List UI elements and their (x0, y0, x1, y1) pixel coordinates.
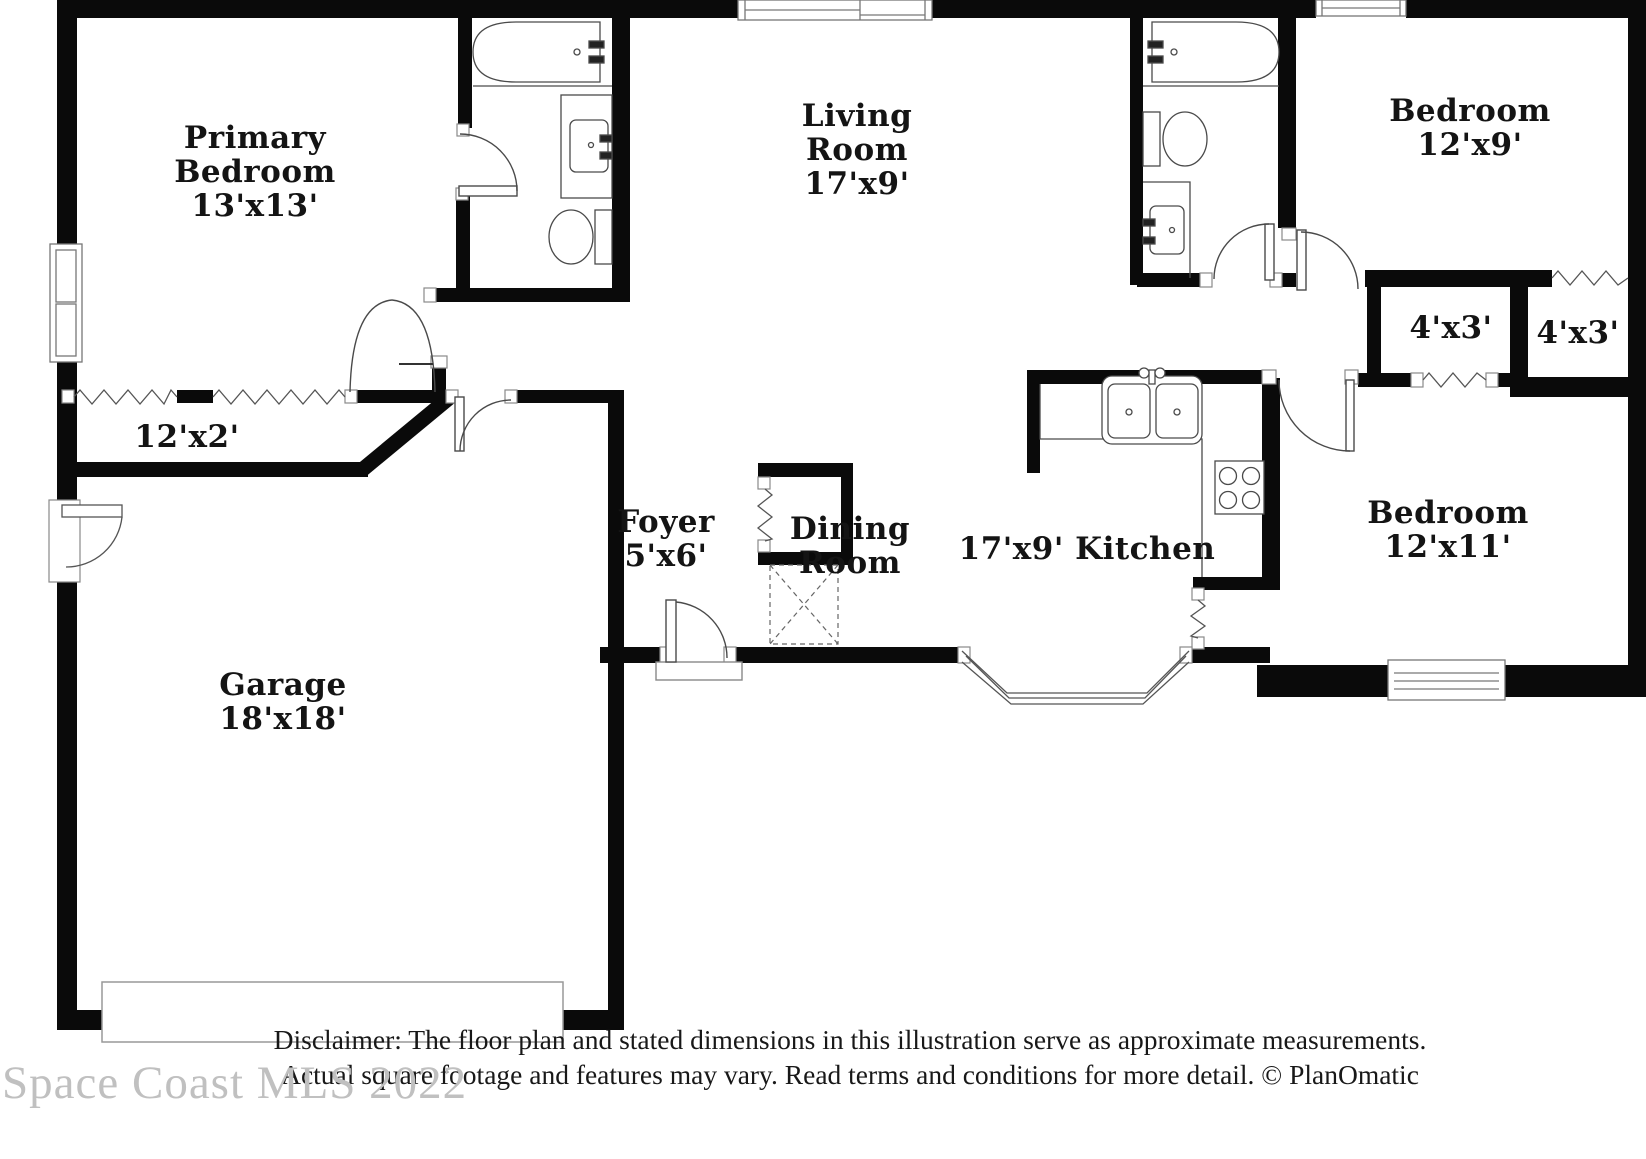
primary-bathroom-fixtures (473, 22, 612, 264)
label-line: 12'x2' (134, 419, 240, 455)
toilet (1143, 112, 1207, 166)
room-label-living-room (802, 99, 913, 201)
room-label-primary-bedroom (174, 121, 336, 223)
label-line: 4'x3' (1536, 315, 1620, 351)
disclaimer-line-2: Actual square footage and features may vary. Read terms and conditions for more detail. © PlanOmatic (281, 1059, 1419, 1090)
bedroom-12x9-window (1316, 0, 1406, 16)
primary-bedroom-door (350, 300, 435, 392)
label-line: Bedroom (174, 154, 336, 190)
garage-side-door (49, 500, 122, 582)
room-label-closet-4x3-right (1536, 316, 1619, 350)
label-line: 13'x13' (191, 188, 319, 224)
room-label-dining-room (790, 512, 910, 580)
label-line: 4'x3' (1409, 310, 1493, 346)
room-label-kitchen (959, 532, 1216, 566)
room-label-bedroom-12x9 (1389, 94, 1551, 162)
label-line: Dining (789, 511, 911, 547)
vanity-sink (561, 95, 612, 198)
garage-entry-door (455, 397, 511, 451)
bedroom-12x9-door (1297, 230, 1358, 290)
room-label-foyer (617, 505, 715, 573)
hall-bathroom-door (1214, 224, 1274, 280)
bathtub (1143, 22, 1279, 86)
label-line: 18'x18' (219, 701, 347, 737)
doors (350, 134, 1358, 680)
primary-bedroom-window (50, 244, 82, 362)
label-line: 5'x6' (624, 538, 708, 574)
room-label-bedroom-12x11 (1367, 496, 1529, 564)
room-label-garage (219, 668, 346, 736)
double-kitchen-sink (1102, 368, 1202, 444)
bedroom-12x11-door (1279, 380, 1354, 451)
label-line: Room (806, 132, 908, 168)
bedroom-12x11-window (1388, 660, 1505, 700)
disclaimer-line-1: Disclaimer: The floor plan and stated dimensions in this illustration serve as approximate measurements. (273, 1024, 1427, 1055)
label-line: 17'x9' Kitchen (958, 531, 1216, 567)
label-line: Primary (183, 120, 327, 156)
label-line: 17'x9' (804, 166, 910, 202)
living-room-window (738, 0, 932, 20)
room-label-closet-4x3-left (1409, 311, 1492, 345)
label-line: 12'x11' (1384, 529, 1512, 565)
primary-bathroom-door (459, 134, 517, 196)
stove-cooktop (1215, 461, 1264, 514)
room-label-closet-12x2 (134, 420, 239, 454)
label-line: Foyer (617, 504, 715, 540)
label-line: Bedroom (1367, 495, 1529, 531)
hall-bathroom-fixtures (1143, 22, 1279, 278)
bathtub (473, 22, 612, 86)
toilet (549, 210, 612, 264)
label-line: Living (801, 98, 913, 134)
label-line: 12'x9' (1417, 127, 1523, 163)
label-line: Room (799, 545, 901, 581)
label-line: Bedroom (1389, 93, 1551, 129)
front-entry-door (656, 600, 742, 680)
closet-rod-zigzags (74, 271, 1628, 638)
watermark: Space Coast MLS 2022 (2, 1057, 468, 1109)
vanity-sink (1143, 182, 1190, 278)
label-line: Garage (219, 667, 347, 703)
bay-window (962, 651, 1189, 704)
